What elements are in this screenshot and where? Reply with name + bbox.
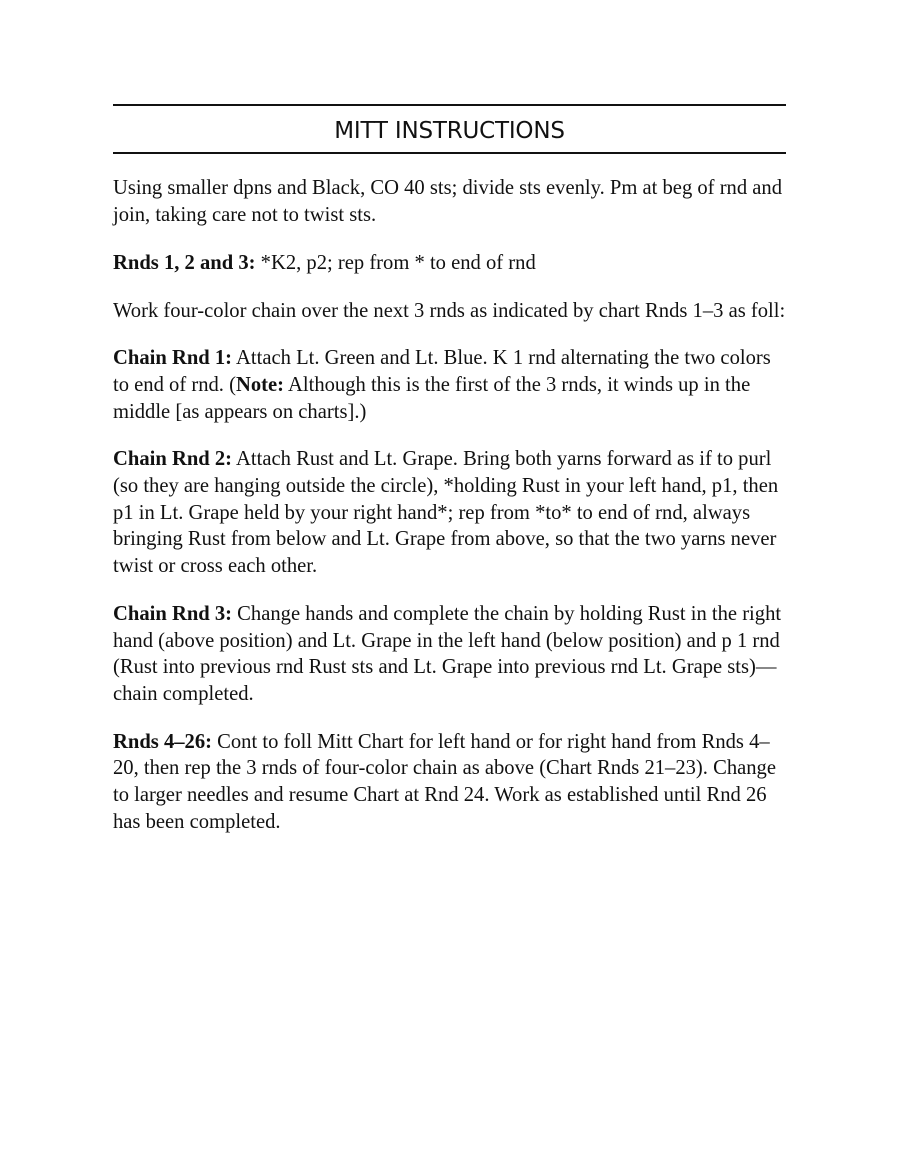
rnds-1-3-text: *K2, p2; rep from * to end of rnd xyxy=(255,251,536,274)
chain-rnd-2-paragraph xyxy=(113,446,786,580)
chain-rnd-1-paragraph xyxy=(113,345,786,425)
note-label: Note: xyxy=(235,373,284,396)
document-page xyxy=(113,104,786,857)
instructions-body xyxy=(113,175,786,835)
top-rule xyxy=(113,104,786,106)
chain-rnd-3-paragraph xyxy=(113,601,786,708)
intro-paragraph: Using smaller dpns and Black, CO 40 sts; divide sts evenly. Pm at beg of rnd and join, taking care not to twist sts. xyxy=(113,177,783,227)
chain-rnd-2-text: Attach Rust and Lt. Grape. Bring both yarns forward as if to purl (so they are hanging outside the circle), *holding Rust in your left hand, p1, then p1 in Lt. Grape held by your right hand*; rep from *to* to end of rnd, always bringing Rust from below and Lt. Grape from above, so that the two yarns never twist or cross each other. xyxy=(113,448,779,578)
chain-rnd-1-text-a: Attach Lt. Green and Lt. Blue. K 1 rnd alternating the two colors to end of rnd. ( xyxy=(113,347,771,396)
chain-rnd-1-label: Chain Rnd 1: xyxy=(113,347,233,370)
chain-rnd-1-text-b: Although this is the first of the 3 rnds, it winds up in the middle [as appears on charts].) xyxy=(113,373,751,423)
page-title: MITT INSTRUCTIONS xyxy=(334,118,565,144)
rnds-4-26-text: Cont to foll Mitt Chart for left hand or for right hand from Rnds 4–20, then rep the 3 rnds of four-color chain as above (Chart Rnds 21–23). Change to larger needles and resume Chart at Rnd 24. Work as established until Rnd 26 has been completed. xyxy=(113,730,776,833)
title-underline xyxy=(113,152,786,154)
rnds-1-3-paragraph xyxy=(113,250,786,277)
rnds-4-26-paragraph xyxy=(113,729,786,836)
rnds-4-26-label: Rnds 4–26: xyxy=(113,730,212,753)
chain-rnd-2-label: Chain Rnd 2: xyxy=(113,448,233,471)
rnds-1-3-label: Rnds 1, 2 and 3: xyxy=(113,251,256,274)
chain-rnd-3-text: Change hands and complete the chain by holding Rust in the right hand (above position) and Lt. Grape in the left hand (below position) and p 1 rnd (Rust into previous rnd Rust sts and Lt. Grape into previous rnd Lt. Grape sts)—chain completed. xyxy=(113,602,782,705)
chain-rnd-3-label: Chain Rnd 3: xyxy=(113,602,233,625)
chain-intro-paragraph: Work four-color chain over the next 3 rnds as indicated by chart Rnds 1–3 as foll: xyxy=(113,299,786,322)
